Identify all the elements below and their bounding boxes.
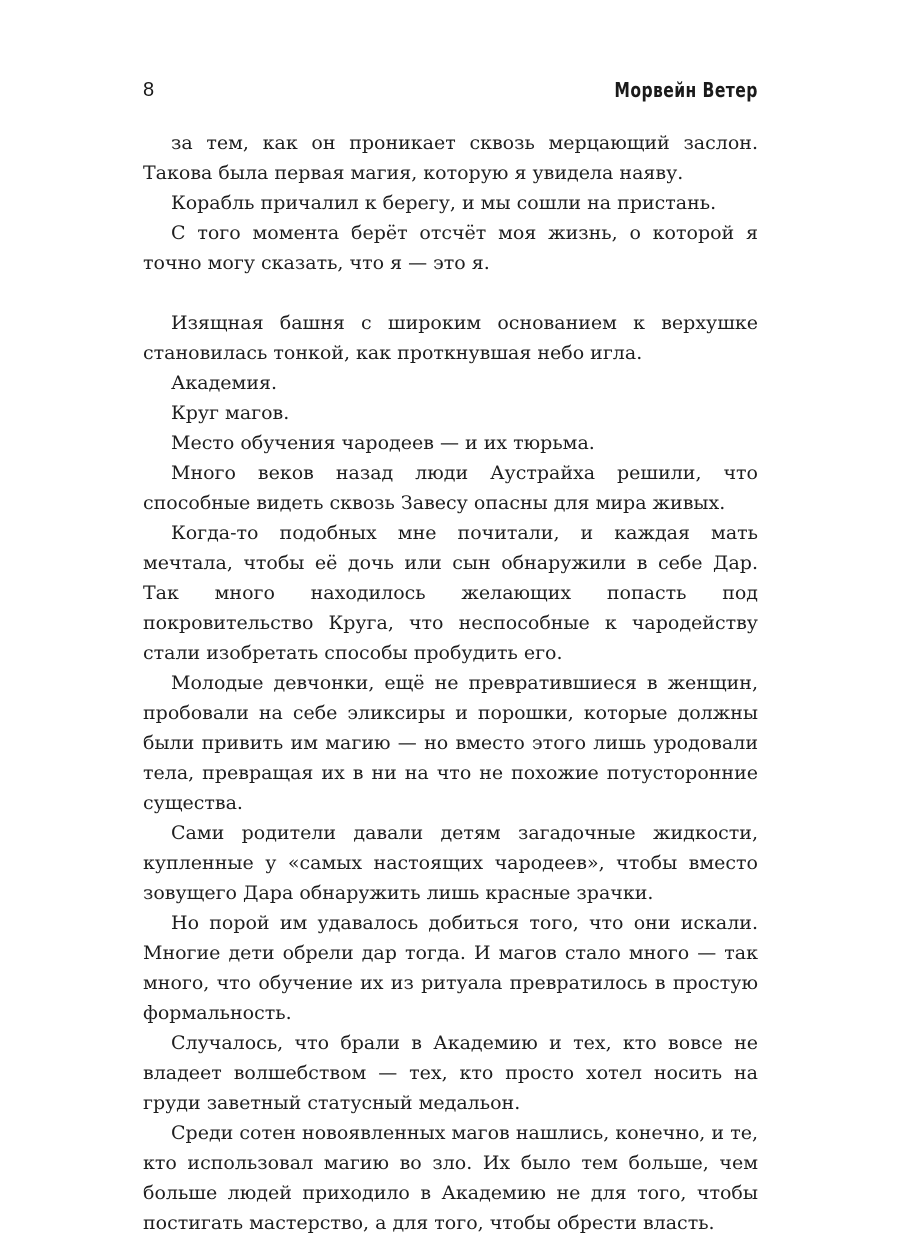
book-title: Морвейн Ветер [614,78,758,102]
paragraph: Но порой им удавалось добиться того, что они искали. Многие дети обрели дар тогда. И магов стало много — так много, что обучение их из ритуала превратилось в простую формальность. [143,912,758,1024]
body-text [143,128,758,1238]
paragraph: С того момента берёт отсчёт моя жизнь, о которой я точно могу сказать, что я — это я. [143,222,758,274]
paragraph: Случалось, что брали в Академию и тех, кто вовсе не владеет волшебством — тех, кто просто хотел носить на груди заветный статусный медальон. [143,1032,758,1114]
page-number: 8 [143,79,155,101]
paragraph: Корабль причалил к берегу, и мы сошли на пристань. [171,192,717,214]
paragraph: Среди сотен новоявленных магов нашлись, конечно, и те, кто использовал магию во зло. Их было тем больше, чем больше людей приходило в Академию не для того, чтобы постигать мастерство, а для того, чтобы обрести власть. [143,1122,758,1234]
paragraph: Изящная башня с широким основанием к верхушке становилась тонкой, как проткнувшая небо игла. [143,312,758,364]
paragraph: Круг магов. [171,402,290,424]
paragraph: за тем, как он проникает сквозь мерцающий заслон. Такова была первая магия, которую я увидела наяву. [143,132,758,184]
paragraph: Когда-то подобных мне почитали, и каждая мать мечтала, чтобы её дочь или сын обнаружили в себе Дар. Так много находилось желающих попасть под покровительство Круга, что неспособные к чародейству стали изобретать способы пробудить его. [143,522,758,664]
paragraph: Молодые девчонки, ещё не превратившиеся в женщин, пробовали на себе эликсиры и порошки, которые должны были привить им магию — но вместо этого лишь уродовали тела, превращая их в ни на что не похожие потусторонние существа. [143,672,758,814]
paragraph: Академия. [171,372,278,394]
running-head [143,76,758,110]
paragraph: Место обучения чародеев — и их тюрьма. [171,432,595,454]
section-break [143,278,758,308]
paragraph: Сами родители давали детям загадочные жидкости, купленные у «самых настоящих чародеев», чтобы вместо зовущего Дара обнаружить лишь красные зрачки. [143,822,758,904]
paragraph: Много веков назад люди Аустрайха решили, что способные видеть сквозь Завесу опасны для мира живых. [143,462,758,514]
